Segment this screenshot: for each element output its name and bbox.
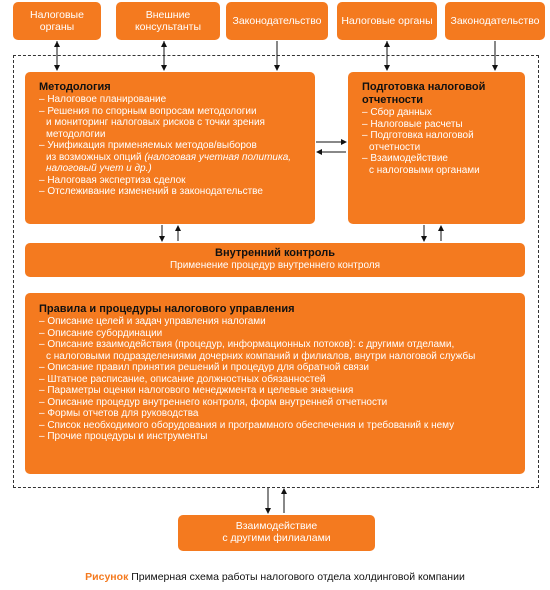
methodology-item: – Налоговая экспертиза сделок — [39, 174, 186, 186]
caption-label: Рисунок — [85, 571, 129, 583]
external-label: Внешние консультанты — [134, 9, 202, 33]
methodology-item-text: из возможных опций — [46, 151, 142, 163]
rules-item: с налоговыми подразделениями дочерних компаний и филиалов, внутри налоговой службы — [46, 350, 476, 362]
rules-item: – Параметры оценки налогового менеджмента и целевые значения — [39, 385, 354, 396]
methodology-item: – Решения по спорным вопросам методологии — [39, 105, 257, 117]
rules-item: – Штатное расписание, описание должностных обязанностей — [39, 373, 326, 385]
rules-title: Правила и процедуры налогового управления — [39, 303, 295, 315]
caption-text: Примерная схема работы налогового отдела холдинговой компании — [131, 571, 465, 583]
internal-control-subtitle: Применение процедур внутреннего контроля — [169, 260, 381, 271]
reporting-item: – Подготовка налоговой — [362, 130, 474, 141]
methodology-title: Методология — [39, 81, 111, 93]
methodology-item: методологии — [46, 128, 106, 140]
rules-item: – Описание процедур внутреннего контроля, форм внутренней отчетности — [39, 396, 388, 408]
methodology-item: и мониторинг налоговых рисков с точки зрения — [46, 117, 265, 128]
rules-item: – Формы отчетов для руководства — [39, 408, 199, 419]
methodology-item: – Унификация применяемых методов/выборов — [39, 140, 257, 151]
figure-caption — [0, 571, 550, 583]
methodology-item-italic: (налоговая учетная политика, — [144, 151, 292, 163]
branches-line2: с другими филиалами — [222, 532, 331, 544]
rules-item: – Список необходимого оборудования и программного обеспечения и требований к нему — [39, 419, 455, 431]
reporting-item: – Налоговые расчеты — [362, 118, 463, 130]
reporting-item: отчетности — [369, 141, 421, 153]
rules-item: – Описание субординации — [39, 327, 163, 339]
reporting-item: – Сбор данных — [362, 107, 432, 118]
methodology-item: – Отслеживание изменений в законодательстве — [39, 186, 263, 197]
reporting-item: с налоговыми органами — [369, 164, 480, 176]
rules-item: – Описание взаимодействия (процедур, информационных потоков): с другими отделами, — [39, 339, 455, 350]
rules-item: – Описание целей и задач управления налогами — [39, 316, 266, 327]
external-label: Законодательство — [450, 15, 540, 27]
external-label: Налоговые органы — [30, 9, 84, 33]
rules-item: – Описание правил принятия решений и процедур для обратной связи — [39, 362, 370, 373]
external-label: Налоговые органы — [341, 15, 433, 27]
external-label: Законодательство — [232, 15, 322, 27]
methodology-item-italic: налоговый учет и др.) — [46, 163, 152, 174]
methodology-item: – Налоговое планирование — [39, 94, 167, 105]
reporting-title: Подготовка налоговой отчетности — [362, 81, 486, 106]
rules-item: – Прочие процедуры и инструменты — [39, 431, 208, 442]
internal-control-title: Внутренний контроль — [215, 247, 335, 259]
branches-line1: Взаимодействие — [235, 520, 318, 532]
reporting-item: – Взаимодействие — [362, 153, 448, 164]
